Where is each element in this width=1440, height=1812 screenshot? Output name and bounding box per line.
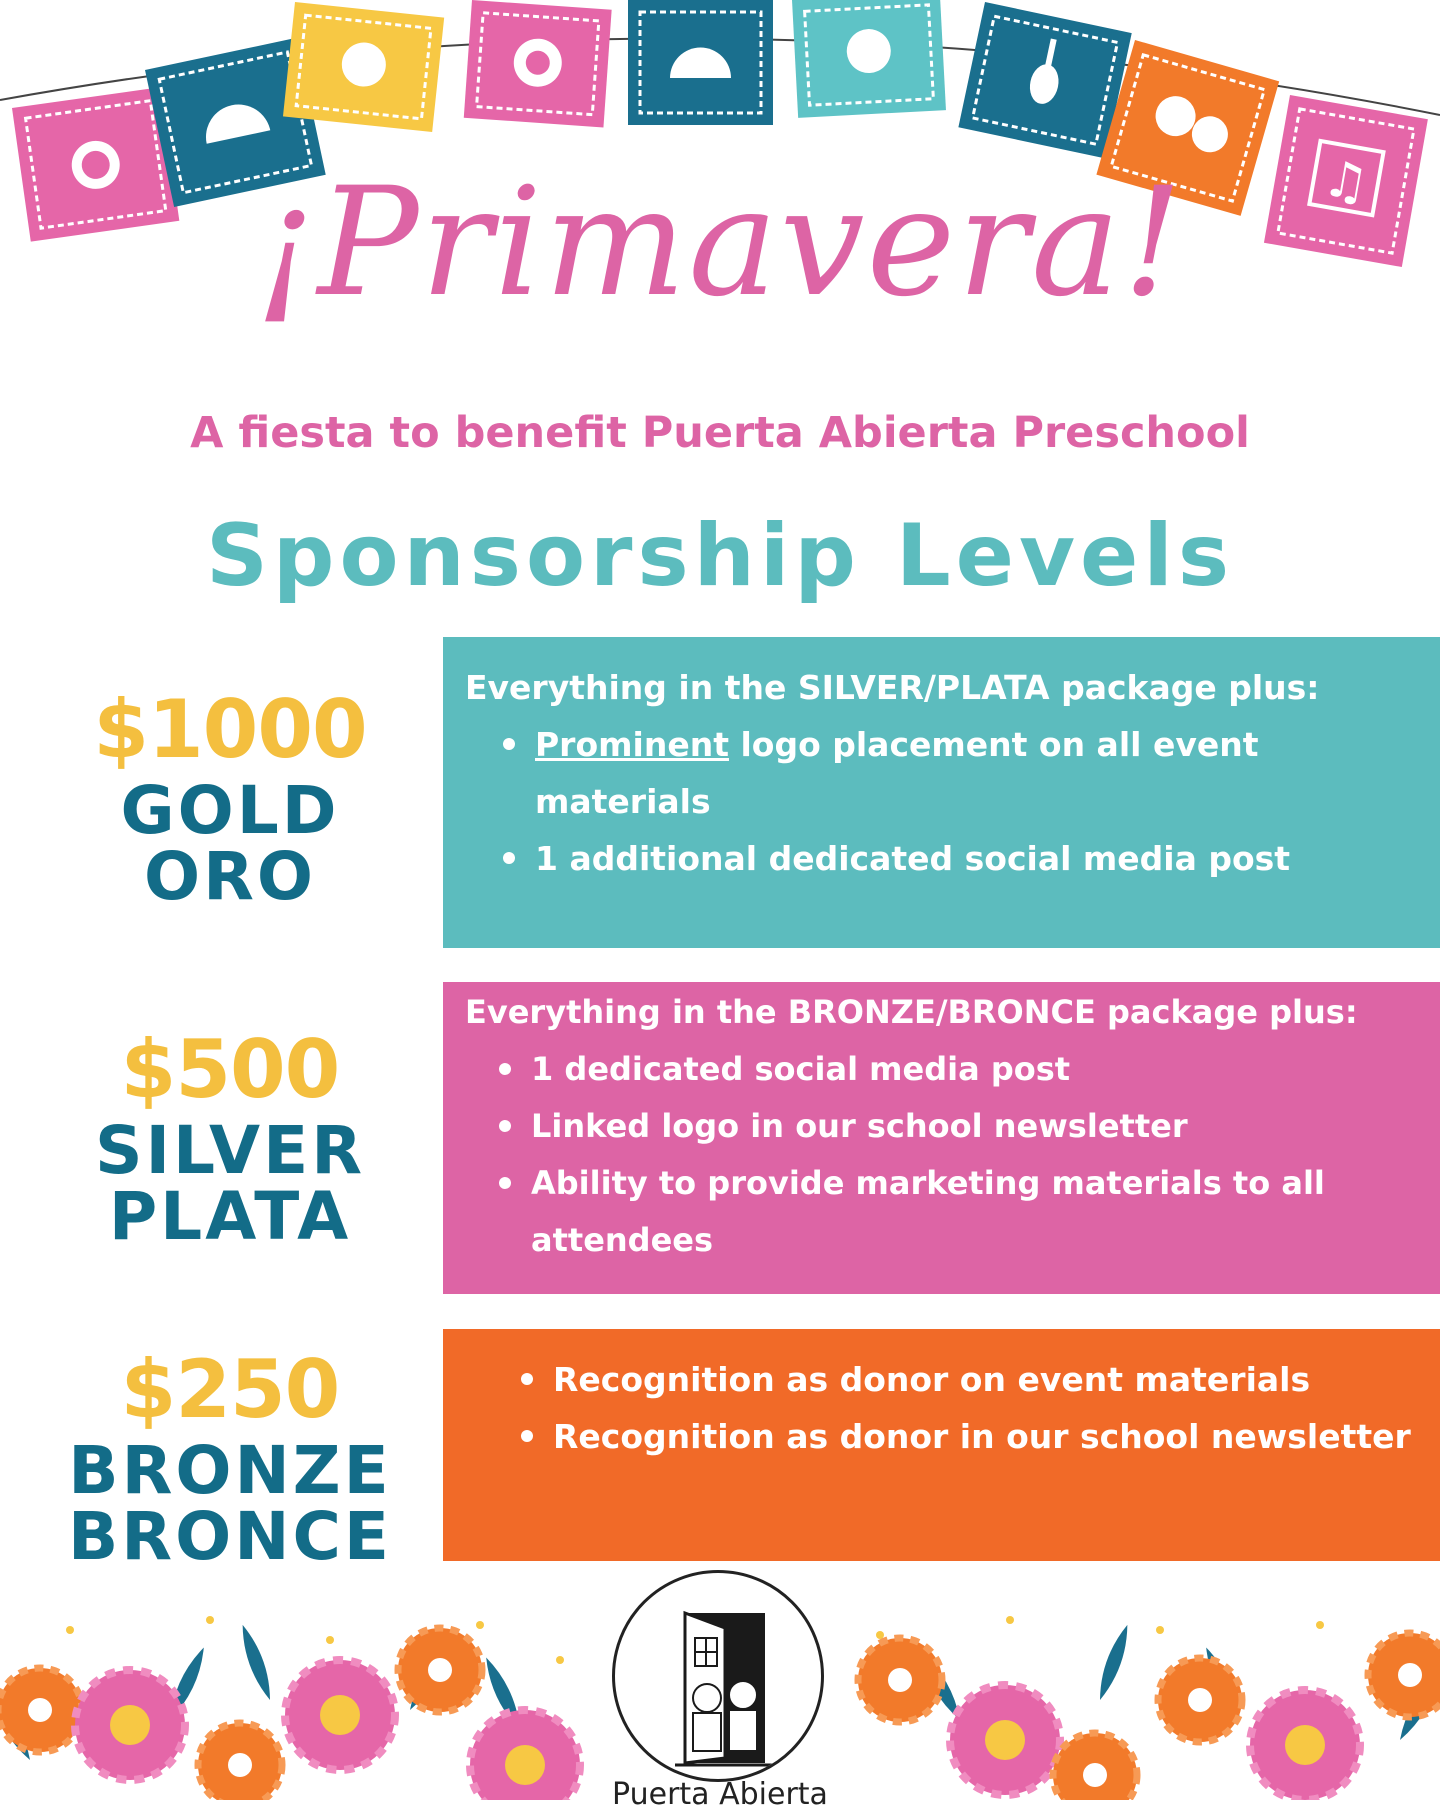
event-title: ¡Primavera! bbox=[255, 156, 1185, 330]
tier-gold-label bbox=[40, 683, 420, 915]
tier-silver-name-es: PLATA bbox=[108, 1178, 352, 1255]
school-logo bbox=[612, 1570, 824, 1782]
benefit-item: Recognition as donor on event materials bbox=[553, 1351, 1418, 1408]
svg-text:♫: ♫ bbox=[1318, 148, 1374, 214]
section-title: Sponsorship Levels bbox=[205, 506, 1235, 606]
tier-gold-benefits bbox=[443, 637, 1440, 948]
tier-bronze-bullets bbox=[465, 1351, 1418, 1465]
tier-silver-benefits bbox=[443, 982, 1440, 1294]
tier-bronze-name-es: BRONCE bbox=[68, 1498, 392, 1575]
flag-pink-2 bbox=[464, 0, 612, 127]
tier-bronze-benefits bbox=[443, 1329, 1440, 1561]
tier-silver-bullets bbox=[465, 1041, 1418, 1269]
flag-yellow-1 bbox=[283, 2, 444, 132]
flag-blue-3 bbox=[958, 2, 1131, 158]
tier-gold-lead: Everything in the SILVER/PLATA package plus: bbox=[465, 668, 1320, 707]
benefit-item: 1 additional dedicated social media post bbox=[535, 830, 1418, 887]
tier-bronze-price: $250 bbox=[120, 1343, 340, 1436]
tier-gold-bullets bbox=[465, 716, 1418, 887]
benefit-item bbox=[535, 716, 1418, 830]
flag-teal-1 bbox=[792, 0, 946, 118]
benefit-emphasis: Prominent bbox=[535, 725, 729, 764]
tier-bronze-label bbox=[40, 1343, 420, 1575]
tier-silver-name-en: SILVER bbox=[94, 1112, 366, 1189]
event-subtitle: A fiesta to benefit Puerta Abierta Preschool bbox=[190, 408, 1250, 458]
benefit-item: Linked logo in our school newsletter bbox=[531, 1098, 1418, 1155]
tier-silver-lead: Everything in the BRONZE/BRONCE package plus: bbox=[465, 993, 1358, 1031]
benefit-item: Recognition as donor in our school newsletter bbox=[553, 1408, 1418, 1465]
tier-silver-price: $500 bbox=[120, 1023, 340, 1116]
flag-blue-2 bbox=[628, 0, 773, 125]
benefit-item: Ability to provide marketing materials to all attendees bbox=[531, 1155, 1418, 1269]
benefit-item: 1 dedicated social media post bbox=[531, 1041, 1418, 1098]
tier-gold-price: $1000 bbox=[93, 683, 367, 776]
school-logo-caption: Puerta Abierta bbox=[612, 1777, 828, 1812]
tier-silver-label bbox=[40, 1023, 420, 1255]
tier-gold-name-en: GOLD bbox=[120, 772, 340, 849]
tier-bronze-name-en: BRONZE bbox=[68, 1432, 392, 1509]
tier-gold-name-es: ORO bbox=[143, 838, 317, 915]
benefit-text: logo placement on all event materials bbox=[535, 725, 1259, 821]
